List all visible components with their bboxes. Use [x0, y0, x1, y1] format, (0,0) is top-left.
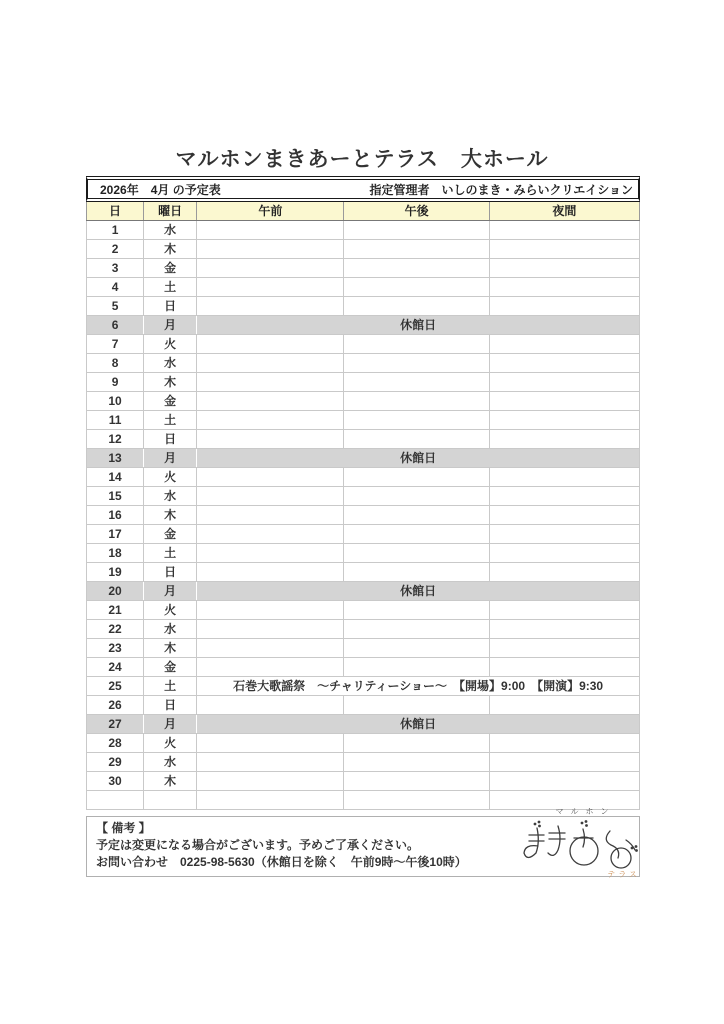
morning-cell — [197, 354, 344, 373]
afternoon-cell — [344, 753, 489, 772]
evening-cell — [489, 696, 639, 715]
afternoon-cell — [344, 696, 489, 715]
logo-handwriting-drawing — [522, 818, 640, 874]
table-row — [87, 753, 640, 772]
day-cell: 11 — [87, 411, 144, 430]
day-cell: 3 — [87, 259, 144, 278]
schedule-table-wrap — [86, 202, 640, 810]
closed-day-cell: 休館日 — [197, 449, 640, 468]
morning-cell — [197, 791, 344, 810]
evening-cell — [489, 278, 639, 297]
table-row — [87, 373, 640, 392]
day-cell: 26 — [87, 696, 144, 715]
weekday-cell: 月 — [144, 715, 197, 734]
notes-line-contact: お問い合わせ 0225-98-5630（休館日を除く 午前9時～午後10時） — [96, 855, 467, 869]
day-cell: 5 — [87, 297, 144, 316]
weekday-cell: 木 — [144, 373, 197, 392]
closed-day-cell: 休館日 — [197, 582, 640, 601]
evening-cell — [489, 601, 639, 620]
table-row — [87, 487, 640, 506]
morning-cell — [197, 468, 344, 487]
evening-cell — [489, 544, 639, 563]
weekday-cell: 木 — [144, 639, 197, 658]
day-cell: 14 — [87, 468, 144, 487]
table-row — [87, 354, 640, 373]
table-row — [87, 430, 640, 449]
afternoon-cell — [344, 563, 489, 582]
weekday-cell: 木 — [144, 506, 197, 525]
period-label: 2026年 4月 の予定表 — [100, 182, 221, 197]
table-row — [87, 525, 640, 544]
table-row — [87, 563, 640, 582]
morning-cell — [197, 639, 344, 658]
day-cell: 19 — [87, 563, 144, 582]
evening-cell — [489, 221, 639, 240]
morning-cell — [197, 487, 344, 506]
day-cell: 4 — [87, 278, 144, 297]
afternoon-cell — [344, 601, 489, 620]
table-row — [87, 715, 640, 734]
afternoon-cell — [344, 639, 489, 658]
day-cell: 18 — [87, 544, 144, 563]
morning-cell — [197, 278, 344, 297]
table-row — [87, 468, 640, 487]
notes-heading: 【 備考 】 — [96, 821, 151, 835]
day-cell: 22 — [87, 620, 144, 639]
afternoon-cell — [344, 392, 489, 411]
table-row — [87, 297, 640, 316]
evening-cell — [489, 753, 639, 772]
day-cell: 12 — [87, 430, 144, 449]
logo — [522, 806, 642, 884]
day-cell: 28 — [87, 734, 144, 753]
day-cell: 1 — [87, 221, 144, 240]
afternoon-cell — [344, 430, 489, 449]
weekday-cell: 水 — [144, 753, 197, 772]
evening-cell — [489, 297, 639, 316]
closed-day-cell: 休館日 — [197, 715, 640, 734]
weekday-cell: 金 — [144, 259, 197, 278]
table-row — [87, 734, 640, 753]
morning-cell — [197, 430, 344, 449]
weekday-cell: 火 — [144, 335, 197, 354]
evening-cell — [489, 259, 639, 278]
morning-cell — [197, 753, 344, 772]
day-cell: 16 — [87, 506, 144, 525]
weekday-cell: 日 — [144, 563, 197, 582]
evening-cell — [489, 487, 639, 506]
logo-brand-text: マルホン — [555, 807, 616, 816]
weekday-cell: 日 — [144, 430, 197, 449]
day-cell: 9 — [87, 373, 144, 392]
col-header-weekday: 曜日 — [144, 202, 197, 221]
day-cell: 15 — [87, 487, 144, 506]
morning-cell — [197, 544, 344, 563]
day-cell — [87, 791, 144, 810]
morning-cell — [197, 373, 344, 392]
table-row — [87, 696, 640, 715]
afternoon-cell — [344, 240, 489, 259]
evening-cell — [489, 620, 639, 639]
afternoon-cell — [344, 487, 489, 506]
evening-cell — [489, 468, 639, 487]
day-cell: 30 — [87, 772, 144, 791]
weekday-cell: 金 — [144, 392, 197, 411]
morning-cell — [197, 620, 344, 639]
afternoon-cell — [344, 468, 489, 487]
morning-cell — [197, 772, 344, 791]
table-row — [87, 582, 640, 601]
table-row — [87, 658, 640, 677]
closed-day-cell: 休館日 — [197, 316, 640, 335]
weekday-cell: 金 — [144, 658, 197, 677]
day-cell: 13 — [87, 449, 144, 468]
evening-cell — [489, 354, 639, 373]
weekday-cell: 月 — [144, 316, 197, 335]
evening-cell — [489, 563, 639, 582]
afternoon-cell — [344, 772, 489, 791]
weekday-cell: 水 — [144, 354, 197, 373]
table-row — [87, 544, 640, 563]
evening-cell — [489, 525, 639, 544]
day-cell: 23 — [87, 639, 144, 658]
evening-cell — [489, 373, 639, 392]
table-row — [87, 620, 640, 639]
weekday-cell: 火 — [144, 734, 197, 753]
day-cell: 10 — [87, 392, 144, 411]
morning-cell — [197, 335, 344, 354]
col-header-morning: 午前 — [197, 202, 344, 221]
weekday-cell: 月 — [144, 582, 197, 601]
afternoon-cell — [344, 658, 489, 677]
table-row — [87, 240, 640, 259]
morning-cell — [197, 259, 344, 278]
manager-label: 指定管理者 いしのまき・みらいクリエイション — [369, 182, 633, 197]
morning-cell — [197, 658, 344, 677]
day-cell: 6 — [87, 316, 144, 335]
weekday-cell: 月 — [144, 449, 197, 468]
table-row — [87, 411, 640, 430]
morning-cell — [197, 297, 344, 316]
weekday-cell: 水 — [144, 620, 197, 639]
afternoon-cell — [344, 620, 489, 639]
schedule-table — [86, 202, 640, 810]
event-cell: 石巻大歌謡祭 ～チャリティーショー～ 【開場】9:00 【開演】9:30 — [197, 677, 640, 696]
table-row — [87, 278, 640, 297]
morning-cell — [197, 525, 344, 544]
col-header-day: 日 — [87, 202, 144, 221]
day-cell: 7 — [87, 335, 144, 354]
morning-cell — [197, 411, 344, 430]
morning-cell — [197, 696, 344, 715]
evening-cell — [489, 506, 639, 525]
weekday-cell: 水 — [144, 487, 197, 506]
day-cell: 21 — [87, 601, 144, 620]
table-row — [87, 392, 640, 411]
afternoon-cell — [344, 354, 489, 373]
day-cell: 24 — [87, 658, 144, 677]
table-row — [87, 601, 640, 620]
afternoon-cell — [344, 297, 489, 316]
evening-cell — [489, 734, 639, 753]
table-row — [87, 677, 640, 696]
weekday-cell: 火 — [144, 601, 197, 620]
evening-cell — [489, 411, 639, 430]
evening-cell — [489, 639, 639, 658]
afternoon-cell — [344, 544, 489, 563]
page-title: マルホンまきあーとテラス 大ホール — [175, 148, 549, 171]
morning-cell — [197, 734, 344, 753]
weekday-cell: 火 — [144, 468, 197, 487]
logo-terrace-text: テラス — [607, 870, 640, 879]
weekday-cell: 木 — [144, 772, 197, 791]
afternoon-cell — [344, 278, 489, 297]
notes-line-change: 予定は変更になる場合がございます。予めご了承ください。 — [96, 838, 420, 852]
afternoon-cell — [344, 221, 489, 240]
weekday-cell — [144, 791, 197, 810]
evening-cell — [489, 335, 639, 354]
morning-cell — [197, 563, 344, 582]
table-row — [87, 335, 640, 354]
evening-cell — [489, 430, 639, 449]
header-row — [87, 202, 640, 221]
day-cell: 29 — [87, 753, 144, 772]
morning-cell — [197, 392, 344, 411]
afternoon-cell — [344, 259, 489, 278]
table-row — [87, 316, 640, 335]
weekday-cell: 金 — [144, 525, 197, 544]
day-cell: 20 — [87, 582, 144, 601]
afternoon-cell — [344, 525, 489, 544]
afternoon-cell — [344, 373, 489, 392]
afternoon-cell — [344, 335, 489, 354]
morning-cell — [197, 506, 344, 525]
day-cell: 17 — [87, 525, 144, 544]
table-row — [87, 772, 640, 791]
afternoon-cell — [344, 506, 489, 525]
weekday-cell: 土 — [144, 278, 197, 297]
morning-cell — [197, 240, 344, 259]
afternoon-cell — [344, 791, 489, 810]
evening-cell — [489, 772, 639, 791]
day-cell: 25 — [87, 677, 144, 696]
morning-cell — [197, 601, 344, 620]
evening-cell — [489, 658, 639, 677]
table-row — [87, 449, 640, 468]
table-row — [87, 506, 640, 525]
col-header-evening: 夜間 — [489, 202, 639, 221]
day-cell: 27 — [87, 715, 144, 734]
weekday-cell: 水 — [144, 221, 197, 240]
subheader-band — [86, 176, 640, 202]
evening-cell — [489, 240, 639, 259]
table-row — [87, 259, 640, 278]
table-row — [87, 221, 640, 240]
evening-cell — [489, 392, 639, 411]
day-cell: 8 — [87, 354, 144, 373]
table-row — [87, 639, 640, 658]
afternoon-cell — [344, 411, 489, 430]
day-cell: 2 — [87, 240, 144, 259]
weekday-cell: 土 — [144, 411, 197, 430]
col-header-afternoon: 午後 — [344, 202, 489, 221]
morning-cell — [197, 221, 344, 240]
weekday-cell: 土 — [144, 677, 197, 696]
weekday-cell: 日 — [144, 297, 197, 316]
weekday-cell: 日 — [144, 696, 197, 715]
weekday-cell: 木 — [144, 240, 197, 259]
weekday-cell: 土 — [144, 544, 197, 563]
afternoon-cell — [344, 734, 489, 753]
